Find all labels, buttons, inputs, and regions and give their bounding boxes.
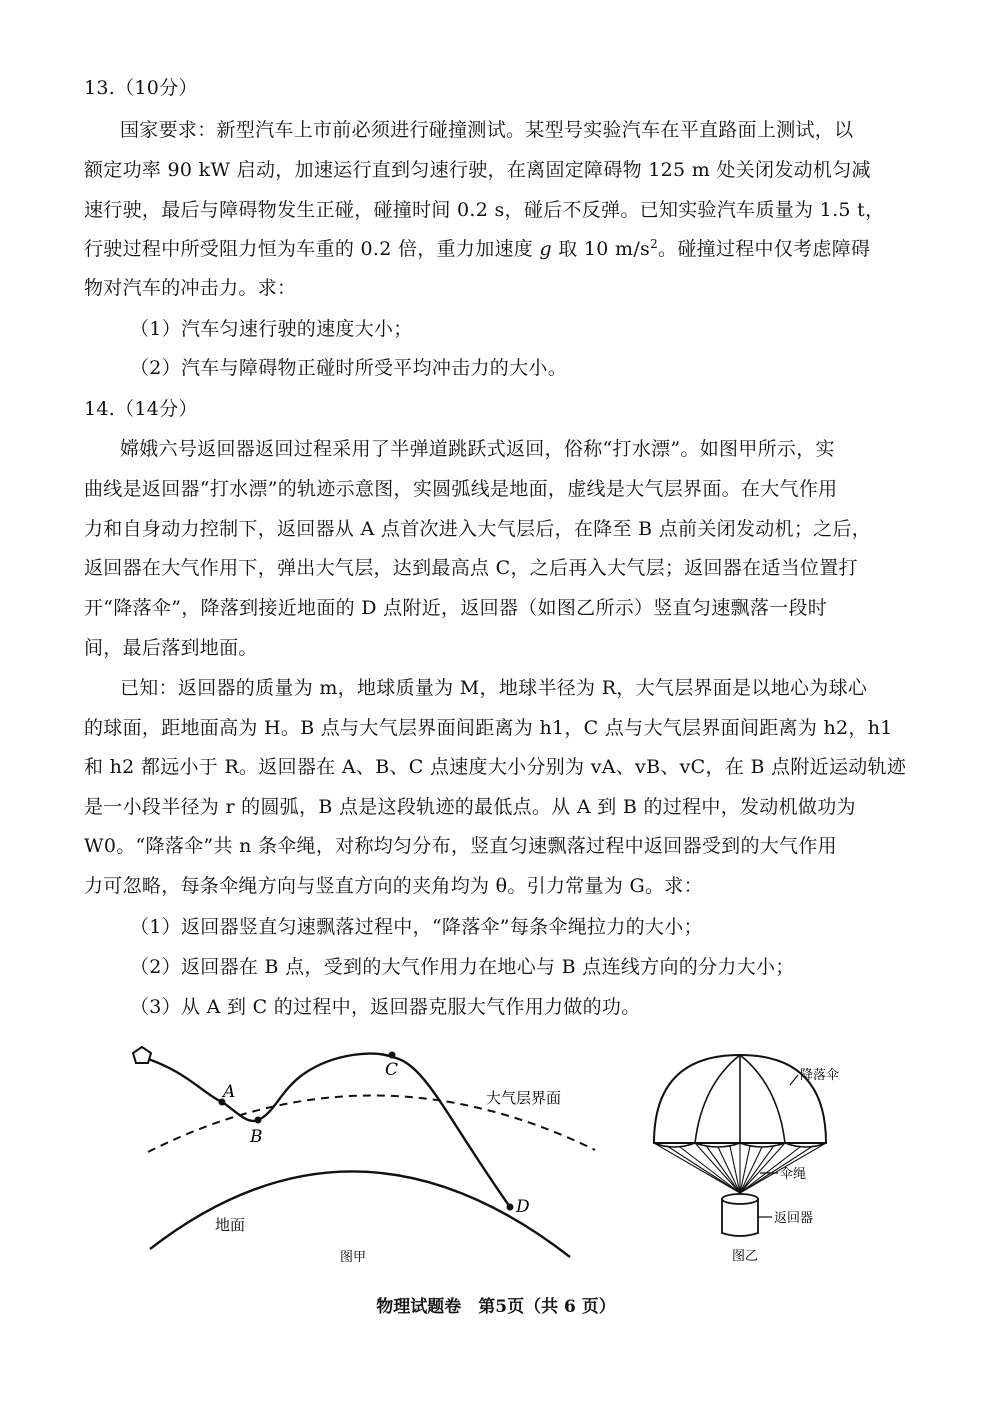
parachute-label: 降落伞 <box>800 1068 840 1083</box>
q14-p1-line-5: 开“降落伞”，降落到接近地面的 D 点附近，返回器（如图乙所示）竖直匀速飘落一段时 <box>84 597 828 619</box>
q13-text-line-5: 物对汽车的冲击力。求： <box>84 277 297 299</box>
point-c-dot <box>389 1052 396 1059</box>
ground-arc <box>150 1171 570 1257</box>
q14-p1-line-4: 返回器在大气作用下，弹出大气层，达到最高点 C，之后再入大气层；返回器在适当位置打 <box>84 557 858 579</box>
point-b-label: B <box>250 1127 263 1147</box>
figure-jia-caption: 图甲 <box>340 1250 367 1265</box>
point-b-dot <box>255 1117 262 1124</box>
q14-p1-line-3: 力和自身动力控制下，返回器从 A 点首次进入大气层后，在降至 B 点前关闭发动机；之后， <box>84 518 872 540</box>
point-c-label: C <box>385 1060 399 1080</box>
q14-header: 14.（14分） <box>84 398 198 420</box>
atmosphere-label: 大气层界面 <box>486 1089 562 1107</box>
q14-p2-line-1: 已知：返回器的质量为 m，地球质量为 M，地球半径为 R，大气层界面是以地心为球心 <box>120 677 868 699</box>
q13-question-1: （1）汽车匀速行驶的速度大小； <box>130 318 413 340</box>
figure-yi-caption: 图乙 <box>732 1249 759 1264</box>
trajectory-curve <box>142 1054 510 1207</box>
q13-header: 13.（10分） <box>84 77 198 99</box>
q14-question-3: （3）从 A 到 C 的过程中，返回器克服大气作用力做的功。 <box>130 996 641 1018</box>
q13-text-line-2: 额定功率 90 kW 启动，加速运行直到匀速行驶，在离固定障碍物 125 m 处关闭发动机匀减 <box>84 159 871 181</box>
q13-question-2: （2）汽车与障碍物正碰时所受平均冲击力的大小。 <box>130 357 567 379</box>
q14-p1-line-2: 曲线是返回器“打水漂”的轨迹示意图，实圆弧线是地面，虚线是大气层界面。在大气作用 <box>84 478 838 500</box>
page-footer: 物理试题卷 第5页（共 6 页） <box>376 1297 616 1317</box>
q14-p1-line-6: 间，最后落到地面。 <box>84 637 258 659</box>
point-d-dot <box>507 1204 514 1211</box>
figure-yi <box>640 1045 900 1270</box>
q13-text-line-1: 国家要求：新型汽车上市前必须进行碰撞测试。某型号实验汽车在平直路面上测试，以 <box>120 119 854 141</box>
figure-jia <box>120 1035 600 1265</box>
point-d-label: D <box>516 1197 530 1217</box>
q14-p2-line-5: W0。“降落伞”共 n 条伞绳，对称均匀分布，竖直匀速飘落过程中返回器受到的大气作用 <box>84 835 837 857</box>
capsule-start-icon <box>133 1047 151 1063</box>
q14-p2-line-3: 和 h2 都远小于 R。返回器在 A、B、C 点速度大小分别为 vA、vB、vC，在 B 点附近运动轨迹 <box>84 756 907 778</box>
q14-question-1: （1）返回器竖直匀速飘落过程中，“降落伞”每条伞绳拉力的大小； <box>130 916 703 938</box>
q14-p2-line-6: 力可忽略，每条伞绳方向与竖直方向的夹角均为 θ。引力常量为 G。求： <box>84 875 703 897</box>
ground-label: 地面 <box>215 1216 246 1234</box>
q13-text-line-4: 行驶过程中所受阻力恒为车重的 0.2 倍，重力加速度 g 取 10 $m/s^2$。碰撞过程中仅考虑障碍 <box>84 237 871 260</box>
point-a-label: A <box>223 1082 236 1102</box>
q14-p2-line-2: 的球面，距地面高为 H。B 点与大气层界面间距离为 h1，C 点与大气层界面间距离为 h2，h1 <box>84 717 893 739</box>
rope-label: 伞绳 <box>780 1167 807 1182</box>
q14-p1-line-1: 嫦娥六号返回器返回过程采用了半弹道跳跃式返回，俗称“打水漂”。如图甲所示，实 <box>120 438 835 460</box>
q13-text-line-3: 速行驶，最后与障碍物发生正碰，碰撞时间 0.2 s，碰后不反弹。已知实验汽车质量为 1.5 t， <box>84 199 885 221</box>
q14-question-2: （2）返回器在 B 点，受到的大气作用力在地心与 B 点连线方向的分力大小； <box>130 956 795 978</box>
q14-p2-line-4: 是一小段半径为 r 的圆弧，B 点是这段轨迹的最低点。从 A 到 B 的过程中，发动机做功为 <box>84 796 856 818</box>
capsule-label: 返回器 <box>774 1211 814 1226</box>
